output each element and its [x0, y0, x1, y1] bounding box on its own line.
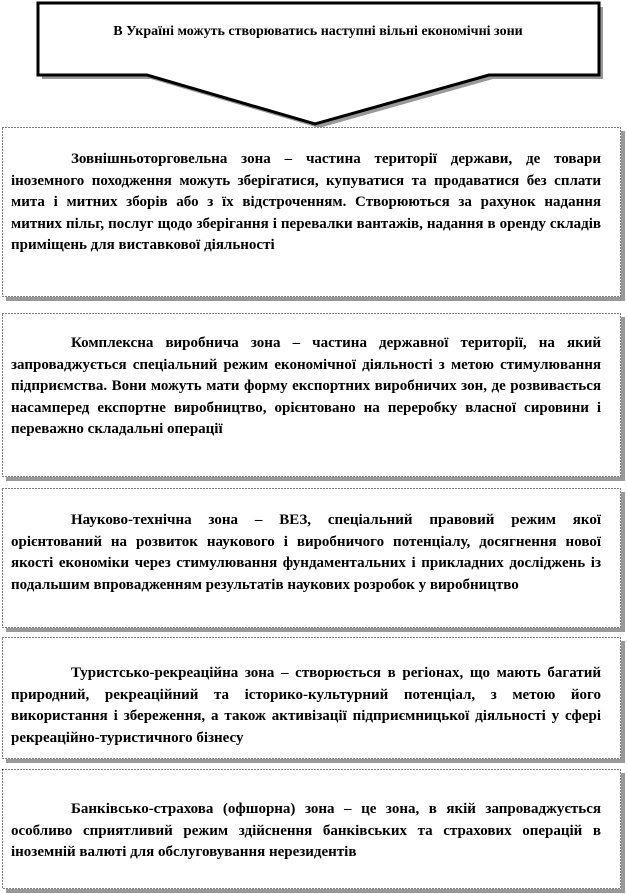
- zone-paragraph: [11, 663, 601, 749]
- zone-description: ВЕЗ, спеціальний правовий режим якої орієнтований на розвиток наукового і виробничого потенціалу, досягнення нової якості економіки через стимулювання фундаментальних і прикладних досліджень із подальшим впровадженням результатів наукових розробок у виробництво: [11, 512, 601, 593]
- zone-box-banking-insurance: [2, 769, 621, 889]
- zone-dash: –: [238, 512, 280, 528]
- zone-title: Комплексна виробнича зона: [71, 335, 281, 351]
- zone-paragraph: [11, 333, 601, 441]
- header-text: В Україні можуть створюватись наступні вільні економічні зони: [113, 24, 523, 39]
- zone-title: Туристсько-рекреаційна зона: [71, 665, 275, 681]
- down-arrow-callout-shape: [0, 0, 627, 130]
- zone-box-complex-production: [2, 313, 621, 477]
- zone-title: Зовнішньоторговельна зона: [71, 151, 271, 167]
- zone-description: створюється в регіонах, що мають багатий природний, рекреаційний та історико-культурний потенціал, з метою його використання і збереження, а також активізації підприємницької діяльності у сфері рекреаційно-туристичного бізнесу: [11, 665, 601, 746]
- zone-description: це зона, в якій запроваджується особливо сприятливий режим здійснення банківських та страхових операцій в іноземній валюті для обслуговування нерезидентів: [11, 801, 601, 860]
- zone-dash: –: [280, 335, 313, 351]
- zone-box-scientific-technical: [2, 488, 621, 628]
- zone-title: Банківсько-страхова (офшорна) зона: [71, 801, 335, 817]
- zone-paragraph: [11, 799, 601, 864]
- zone-dash: –: [270, 151, 306, 167]
- zone-description: частина державної території, на який запроваджується спеціальний режим економічної діяльності з метою стимулювання підприємства. Вони можуть мати форму експортних виробничих зон, де розвивається насамперед експортне виробництво, орієнтовано на переробку власної сировини і переважно складальні операції: [11, 335, 602, 437]
- zone-paragraph: [11, 510, 601, 596]
- zone-dash: –: [334, 801, 362, 817]
- zone-description: частина території держави, де товари іноземного походження можуть зберігатися, купуватися та продаватися без сплати мита і митних зборів або з їх відстроченням. Створюються за рахунок надання митних пільг, послуг щодо зберігання і перевалки вантажів, надання в оренду складів приміщень для виставкової діяльності: [11, 151, 602, 253]
- zone-title: Науково-технічна зона: [71, 512, 239, 528]
- zone-dash: –: [274, 665, 296, 681]
- zone-box-tourist-recreation: [2, 637, 621, 759]
- zone-paragraph: [11, 149, 601, 257]
- zone-box-foreign-trade: [2, 127, 621, 297]
